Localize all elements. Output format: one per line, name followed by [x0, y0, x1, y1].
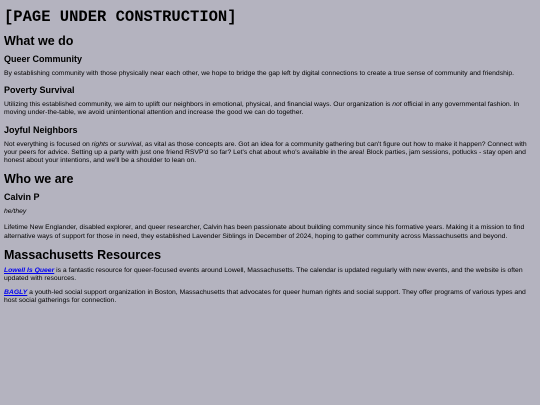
poverty-text-emphasis: not [392, 101, 402, 109]
joyful-text-emphasis-rights: rights [91, 140, 109, 148]
who-we-are-section [4, 171, 536, 241]
person-name: Calvin P [4, 192, 40, 203]
joyful-neighbors-text [4, 141, 536, 166]
poverty-text-part-2: official in any governmental fashion. In moving under-the-table, we avoid unintentional attention and increase the good we can do together. [4, 101, 520, 117]
resource-item-bagly [4, 289, 536, 305]
bagly-link[interactable]: BAGLY [4, 289, 28, 297]
joyful-neighbors-heading: Joyful Neighbors [4, 124, 78, 135]
resource-lowell-text: is a fantastic resource for queer-focused events around Lowell, Massachusetts. The calendar is updated regularly with new events, and the website is often updated with resources. [4, 266, 523, 283]
poverty-survival-heading: Poverty Survival [4, 85, 75, 96]
joyful-text-emphasis-survival: survival [118, 140, 142, 148]
joyful-text-part-2: or [108, 140, 119, 148]
poverty-text-part-1: Utilizing this established community, we aim to uplift our neighbors in emotional, physical, and financial ways. Our organization is [4, 101, 393, 109]
resource-bagly-text: a youth-led social support organization in Boston, Massachusetts that advocates for queer human rights and social support. They offer programs of various types and host social gatherings for connection. [4, 289, 526, 305]
queer-community-heading: Queer Community [4, 54, 83, 64]
lowell-is-queer-link[interactable]: Lowell Is Queer [4, 266, 55, 274]
joyful-text-part-1: Not everything is focused on [4, 140, 92, 148]
what-we-do-section [4, 33, 536, 165]
joyful-text-part-3: , as vital as those concepts are. Got an idea for a community gathering but can't figure out how to make it happen? Connect with your peers for advice. Setting up a party with just one friend RSVP'd so far? Let's chat about who's available in the area! Block parties, jam sessions, potlucks - stay open and honest about your intentions, and we'll be a shoulder to lean on. [4, 140, 527, 165]
queer-community-text: By establishing community with those physically near each other, we hope to bridge the gap left by digital connections to create a true sense of community and friendship. [4, 70, 515, 77]
resources-section [4, 247, 536, 306]
resource-item-lowell [4, 267, 536, 283]
resources-heading: Massachusetts Resources [4, 247, 162, 262]
what-we-do-heading: What we do [4, 34, 74, 48]
poverty-survival-text [4, 101, 536, 117]
who-we-are-heading: Who we are [4, 172, 74, 187]
person-pronouns: he/they [4, 208, 27, 216]
page-title: [PAGE UNDER CONSTRUCTION] [4, 8, 237, 26]
person-bio: Lifetime New Englander, disabled explorer, and queer researcher, Calvin has been passionate about building community since his formative years. Making it a mission to find alternative ways of support for those in need, they established Lavender Siblings in December of 2024, hoping to gather community across Massachusetts and beyond. [4, 224, 525, 240]
